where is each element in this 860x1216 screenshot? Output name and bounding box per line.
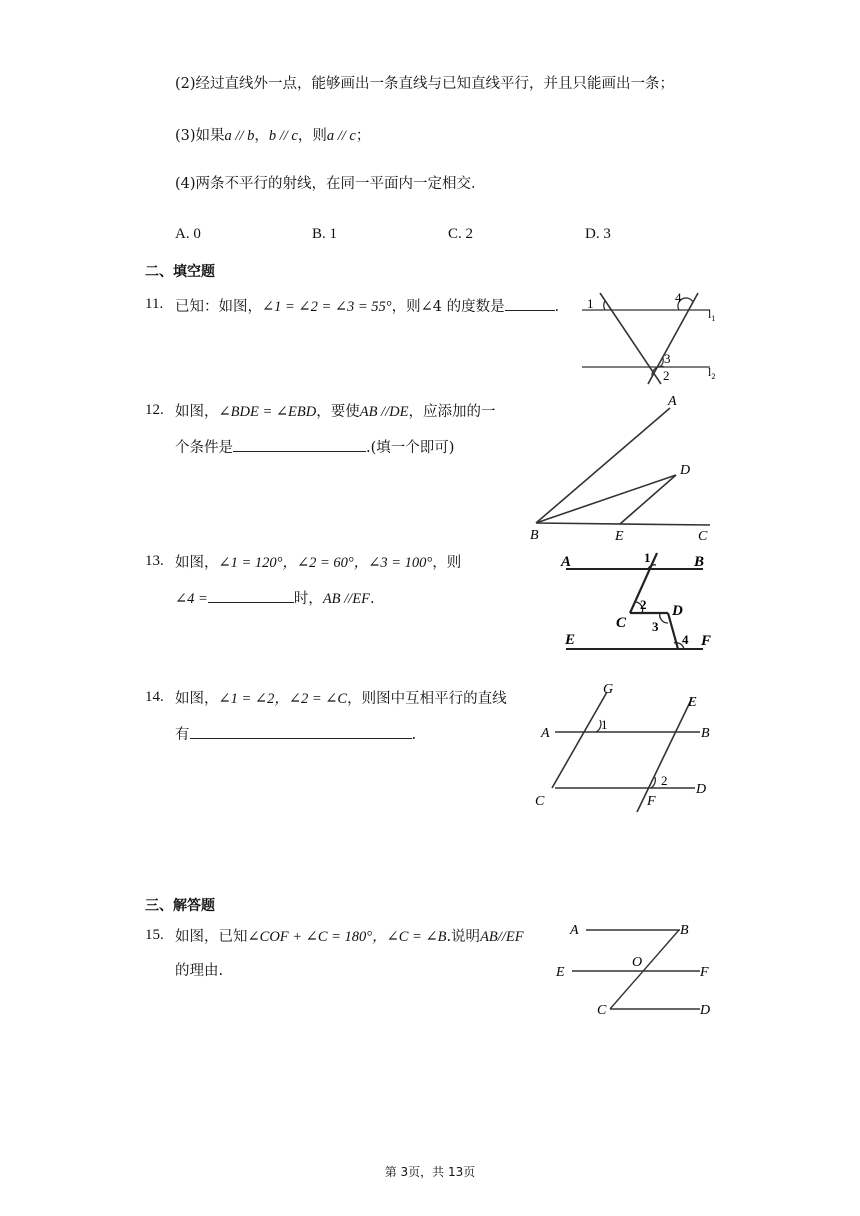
q12-label-B: B [530, 528, 539, 543]
q13-label-A: A [561, 554, 572, 570]
statement-3-end: ； [355, 128, 371, 144]
q15-text-line2: 的理由. [175, 963, 224, 979]
q13-text-line2 [175, 588, 375, 609]
q11-mid: ，则∠4 的度数是 [391, 299, 505, 315]
q11-label-3: 3 [664, 351, 671, 366]
q14-label-G: G [603, 682, 614, 697]
q11-number: 11. [145, 296, 164, 312]
option-b[interactable]: B. 1 [312, 226, 338, 242]
q11-end: ． [554, 299, 570, 315]
q13-label-4: 4 [682, 632, 689, 647]
statement-3-prefix: (3)如果 [175, 128, 225, 144]
q12-label-C: C [698, 529, 708, 544]
q12-line2-end: .(填一个即可) [366, 440, 455, 456]
q12-text-line1 [175, 402, 495, 422]
q13-line2-mid: 时， [293, 591, 323, 607]
q14-label-B: B [701, 726, 710, 741]
q14-line2-end: . [411, 727, 417, 743]
q12-math-1: ∠BDE = ∠EBD [218, 404, 317, 420]
statement-3-sep: ， [254, 128, 269, 144]
q14-label-D: D [696, 782, 707, 797]
statement-3-math-1: a // b [224, 128, 255, 144]
q15-label-A: A [570, 923, 579, 938]
q14-answer-blank[interactable] [190, 724, 412, 739]
option-c[interactable]: C. 2 [448, 226, 474, 242]
q11-label-2: 2 [663, 368, 670, 383]
q14-line2-prefix: 有 [175, 727, 190, 743]
q13-answer-blank[interactable] [208, 588, 294, 603]
q15-text-line1 [175, 927, 524, 947]
q14-text-line2 [175, 724, 416, 745]
q11-figure [560, 288, 730, 388]
q11-prefix: 已知：如图， [175, 299, 262, 315]
q13-text-line1 [175, 553, 461, 573]
q14-end: ，则图中互相平行的直线 [347, 691, 507, 707]
q13-line2-end: . [369, 591, 375, 607]
q11-line-l1 [708, 307, 715, 323]
q11-label-1: 1 [587, 296, 594, 311]
q12-figure [525, 392, 725, 544]
q12-label-E: E [615, 529, 624, 544]
q11-line-l2-sub: 2 [711, 372, 716, 381]
q15-label-F: F [700, 965, 709, 980]
q12-line2-prefix: 个条件是 [175, 440, 233, 456]
page-footer: 第 3页，共 13页 [384, 1165, 476, 1179]
statement-3-math-2: b // c [268, 128, 298, 144]
q14-label-C: C [535, 794, 545, 809]
q13-label-E: E [565, 632, 576, 648]
q11-line-l2 [708, 365, 715, 381]
q15-label-D: D [700, 1003, 711, 1018]
q11-label-4: 4 [675, 290, 682, 305]
q12-mid: ，要使 [316, 404, 360, 420]
q11-line-l1-sub: 1 [711, 314, 716, 323]
option-a[interactable]: A. 0 [175, 226, 201, 242]
q13-label-D: D [672, 603, 683, 619]
q15-label-B: B [680, 923, 689, 938]
q13-label-F: F [701, 633, 712, 649]
q14-number: 14. [145, 689, 164, 705]
q11-text [175, 296, 569, 317]
q14-label-1: 1 [601, 717, 608, 732]
q13-line2-math2: AB //EF [322, 591, 370, 607]
statement-3-then: ，则 [297, 128, 327, 144]
q12-math-2: AB //DE [359, 404, 409, 420]
q14-text-line1 [175, 689, 507, 709]
q13-figure [558, 545, 718, 657]
q11-line-l2-letter: l [708, 365, 712, 379]
q12-end: ，应添加的一 [408, 404, 496, 420]
q13-label-1: 1 [644, 550, 651, 565]
q13-line2-math: ∠4 = [175, 591, 208, 607]
q14-math: ∠1 = ∠2，∠2 = ∠C [218, 691, 348, 707]
q12-answer-blank[interactable] [233, 437, 366, 452]
q14-figure [535, 680, 725, 820]
q12-prefix: 如图， [175, 404, 219, 420]
q14-label-F: F [647, 794, 656, 809]
q14-label-E: E [688, 695, 697, 710]
q13-math: ∠1 = 120°，∠2 = 60°，∠3 = 100° [218, 555, 433, 571]
statement-2: (2)经过直线外一点，能够画出一条直线与已知直线平行，并且只能画出一条； [175, 76, 675, 92]
q15-math-1: ∠COF + ∠C = 180°，∠C = ∠B [247, 929, 447, 945]
q15-figure [550, 918, 720, 1022]
q12-number: 12. [145, 402, 164, 418]
q14-label-2: 2 [661, 773, 668, 788]
q12-text-line2 [175, 437, 454, 458]
q13-prefix: 如图， [175, 555, 219, 571]
q14-label-A: A [541, 726, 550, 741]
section-answer-heading: 三、解答题 [145, 898, 215, 914]
q12-label-D: D [680, 463, 691, 478]
q11-math: ∠1 = ∠2 = ∠3 = 55° [262, 299, 392, 315]
q15-prefix: 如图，已知 [175, 929, 248, 945]
q14-prefix: 如图， [175, 691, 219, 707]
q11-line-l1-letter: l [708, 307, 712, 321]
q15-number: 15. [145, 927, 164, 943]
q15-label-C: C [597, 1003, 607, 1018]
q11-answer-blank[interactable] [505, 296, 555, 311]
statement-3-math-3: a // c [326, 128, 356, 144]
q13-label-2: 2 [640, 597, 647, 612]
q15-label-E: E [556, 965, 565, 980]
q13-label-C: C [616, 615, 627, 631]
q15-label-O: O [632, 955, 643, 970]
q12-label-A: A [668, 394, 677, 409]
statement-3 [175, 126, 370, 146]
q15-mid: .说明 [446, 929, 481, 945]
statement-4: (4)两条不平行的射线，在同一平面内一定相交． [175, 176, 486, 192]
option-d[interactable]: D. 3 [585, 226, 611, 242]
q13-label-B: B [694, 554, 705, 570]
q13-label-3: 3 [652, 619, 659, 634]
section-fill-in-heading: 二、填空题 [145, 264, 215, 280]
q13-end: ，则 [432, 555, 462, 571]
q13-number: 13. [145, 553, 164, 569]
q15-math-2: AB//EF [480, 929, 524, 945]
